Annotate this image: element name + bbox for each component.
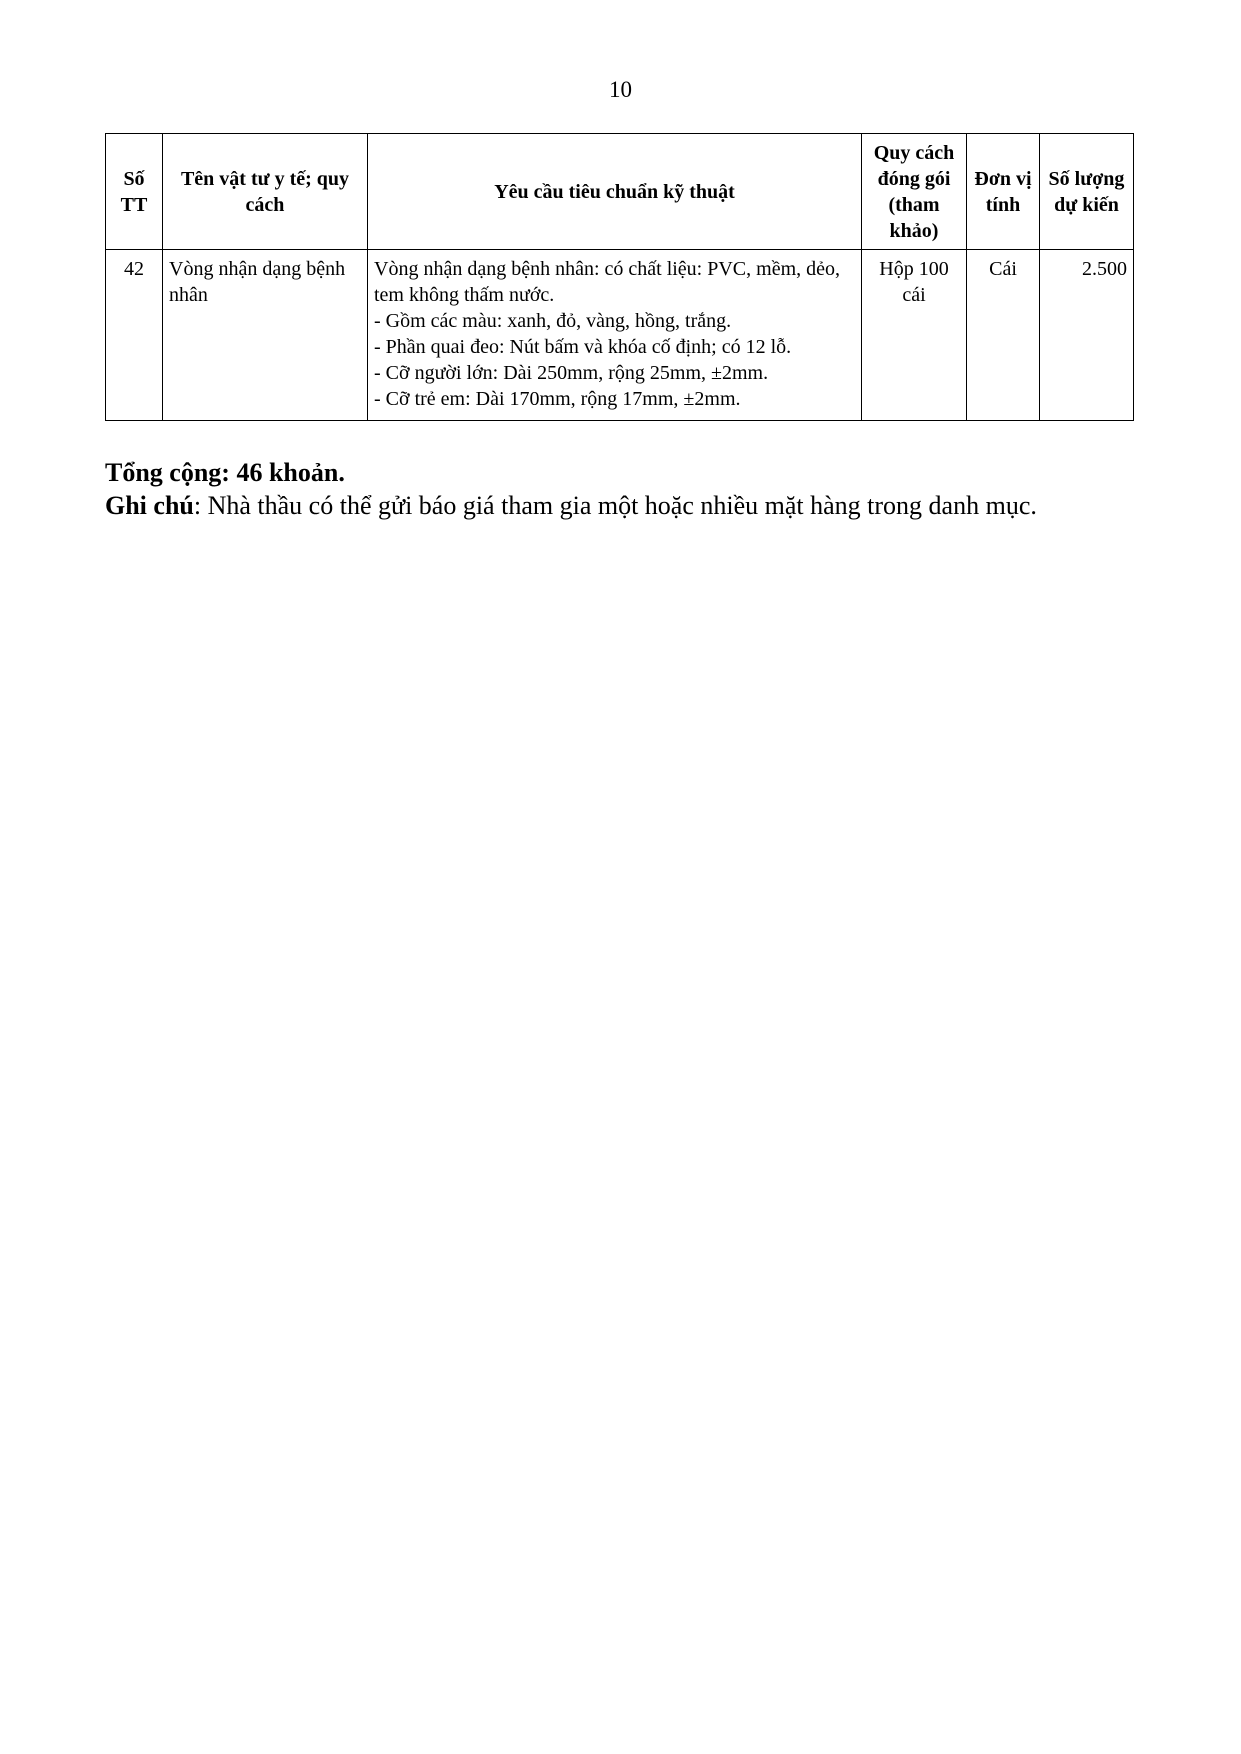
cell-packaging: Hộp 100 cái: [862, 250, 967, 421]
header-requirements: Yêu cầu tiêu chuẩn kỹ thuật: [368, 134, 862, 250]
header-quantity: Số lượng dự kiến: [1040, 134, 1134, 250]
specification-table: [105, 133, 1134, 421]
header-name: Tên vật tư y tế; quy cách: [163, 134, 368, 250]
note-text: : Nhà thầu có thể gửi báo giá tham gia một hoặc nhiều mặt hàng trong danh mục.: [193, 491, 1037, 520]
cell-stt: 42: [106, 250, 163, 421]
note-label: Ghi chú: [105, 491, 194, 520]
cell-name: Vòng nhận dạng bệnh nhân: [163, 250, 368, 421]
requirement-line: - Cỡ trẻ em: Dài 170mm, rộng 17mm, ±2mm.: [374, 388, 741, 410]
header-packaging: Quy cách đóng gói (tham khảo): [862, 134, 967, 250]
page-number: 10: [609, 77, 632, 102]
total-count: Tổng cộng: 46 khoản.: [105, 458, 345, 487]
cell-unit: Cái: [967, 250, 1040, 421]
requirement-line: - Phần quai đeo: Nút bấm và khóa cố định; có 12 lỗ.: [374, 336, 792, 358]
cell-quantity: 2.500: [1040, 250, 1134, 421]
requirement-line: Vòng nhận dạng bệnh nhân: có chất liệu: PVC, mềm, dẻo, tem không thấm nước.: [374, 258, 841, 306]
document-footer: [105, 456, 1205, 522]
table-header-row: [106, 134, 1134, 250]
requirement-line: - Cỡ người lớn: Dài 250mm, rộng 25mm, ±2mm.: [374, 362, 769, 384]
header-unit: Đơn vị tính: [967, 134, 1040, 250]
requirement-line: - Gồm các màu: xanh, đỏ, vàng, hồng, trắng.: [374, 310, 732, 332]
table-row: [106, 250, 1134, 421]
header-stt: Số TT: [106, 134, 163, 250]
cell-requirements: [368, 250, 862, 421]
